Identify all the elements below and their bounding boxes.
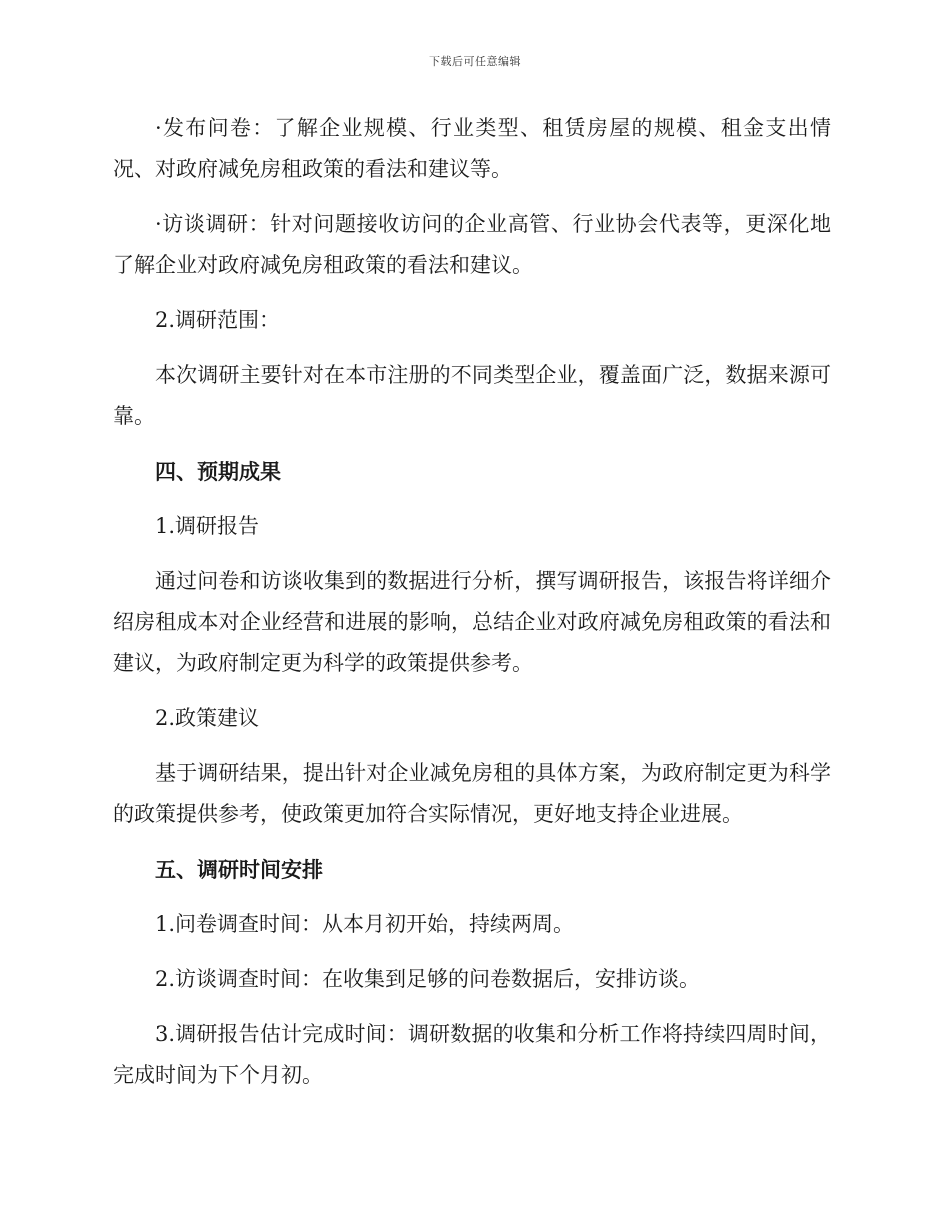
bullet-interview: ·访谈调研：针对问题接收访问的企业高管、行业协会代表等，更深化地了解企业对政府减免房租政策的看法和建议。 (113, 212, 831, 277)
section-heading-expected-results: 四、预期成果 (155, 459, 281, 484)
page-header: 下载后可任意编辑 (429, 55, 521, 68)
paragraph-scope: 本次调研主要针对在本市注册的不同类型企业，覆盖面广泛，数据来源可靠。 (113, 363, 831, 428)
schedule-item-interview: 2.访谈调查时间：在收集到足够的问卷数据后，安排访谈。 (155, 967, 701, 991)
bullet-questionnaire: ·发布问卷：了解企业规模、行业类型、租赁房屋的规模、租金支出情况、对政府减免房租政策的看法和建议等。 (113, 116, 831, 181)
document-body (113, 108, 831, 1096)
paragraph-report: 通过问卷和访谈收集到的数据进行分析，撰写调研报告，该报告将详细介绍房租成本对企业经营和进展的影响，总结企业对政府减免房租政策的看法和建议，为政府制定更为科学的政策提供参考。 (113, 569, 831, 675)
subheading-policy: 2.政策建议 (155, 706, 260, 730)
schedule-item-report: 3.调研报告估计完成时间：调研数据的收集和分析工作将持续四周时间，完成时间为下个月初。 (113, 1022, 831, 1087)
subheading-report: 1.调研报告 (155, 514, 260, 538)
paragraph-policy: 基于调研结果，提出针对企业减免房租的具体方案，为政府制定更为科学的政策提供参考，使政策更加符合实际情况，更好地支持企业进展。 (113, 761, 831, 826)
schedule-item-questionnaire: 1.问卷调查时间：从本月初开始，持续两周。 (155, 912, 575, 936)
section-heading-schedule: 五、调研时间安排 (155, 857, 323, 882)
subheading-scope: 2.调研范围： (155, 308, 281, 332)
